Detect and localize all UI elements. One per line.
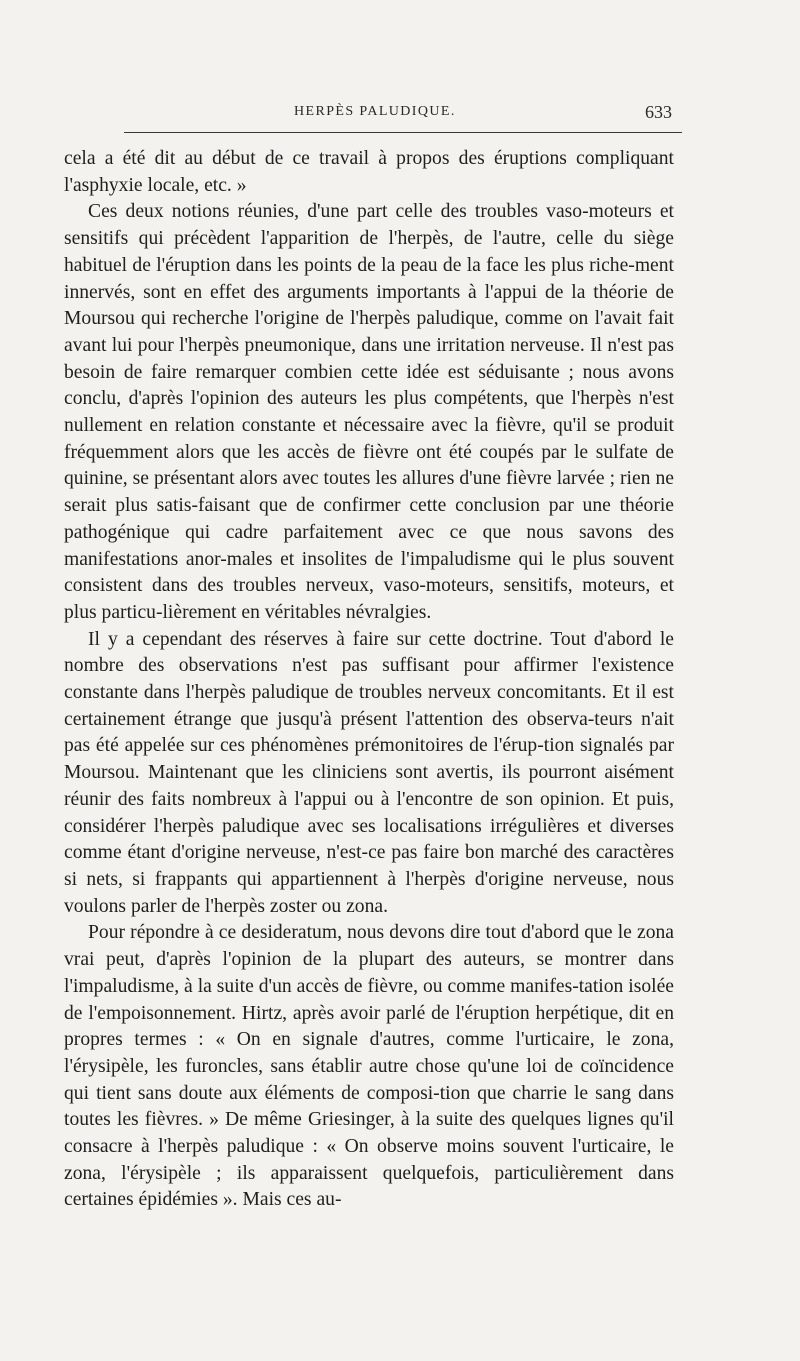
paragraph-reserves: Il y a cependant des réserves à faire sur cette doctrine. Tout d'abord le nombre des observations n'est pas suffisant pour affirmer l'existence constante dans l'herpès paludique de troubles nerveux concomitants. Et il est certainement étrange que jusqu'à présent l'attention des observa-teurs n'ait pas été appelée sur ces phénomènes prémonitoires de l'érup-tion signalés par Moursou. Maintenant que les cliniciens sont avertis, ils pourront aisément réunir des faits nombreux à l'appui ou à l'encontre de son opinion. Et puis, considérer l'herpès paludique avec ses localisations irrégulières et diverses comme étant d'origine nerveuse, n'est-ce pas faire bon marché des caractères si nets, si frappants qui appartiennent à l'herpès d'origine nerveuse, nous voulons parler de l'herpès zoster ou zona. [64,628,674,917]
body-text [64,146,674,1214]
header-rule [124,132,682,133]
paragraph-continuation: cela a été dit au début de ce travail à propos des éruptions compliquant l'asphyxie locale, etc. » [64,148,674,196]
running-title: HERPÈS PALUDIQUE. [294,104,456,119]
paragraph-theory: Ces deux notions réunies, d'une part celle des troubles vaso-moteurs et sensitifs qui précèdent l'apparition de l'herpès, de l'autre, celle du siège habituel de l'éruption dans les points de la peau de la face les plus riche-ment innervés, sont en effet des arguments importants à l'appui de la théorie de Moursou qui recherche l'origine de l'herpès paludique, comme on l'avait fait avant lui pour l'herpès pneumonique, dans une irritation nerveuse. Il n'est pas besoin de faire remarquer combien cette idée est séduisante ; nous avons conclu, d'après l'opinion des auteurs les plus compétents, que l'herpès n'est nullement en relation constante et nécessaire avec la fièvre, qu'il se produit fréquemment alors que les accès de fièvre ont été coupés par le sulfate de quinine, se présentant alors avec toutes les allures d'une fièvre larvée ; rien ne serait plus satis-faisant que de confirmer cette conclusion par une théorie pathogénique qui cadre parfaitement avec ce que nous savons des manifestations anor-males et insolites de l'impaludisme qui le plus souvent consistent dans des troubles nerveux, vaso-moteurs, sensitifs, moteurs, et plus particu-lièrement en véritables névralgies. [64,201,674,623]
paragraph-zona: Pour répondre à ce desideratum, nous devons dire tout d'abord que le zona vrai peut, d'après l'opinion de la plupart des auteurs, se montrer dans l'impaludisme, à la suite d'un accès de fièvre, ou comme manifes-tation isolée de l'empoisonnement. Hirtz, après avoir parlé de l'éruption herpétique, dit en propres termes : « On en signale d'autres, comme l'urticaire, le zona, l'érysipèle, les furoncles, sans établir autre chose qu'une loi de coïncidence qui tient sans doute aux éléments de composi-tion que charrie le sang dans toutes les fièvres. » De même Griesinger, à la suite des quelques lignes qu'il consacre à l'herpès paludique : « On observe moins souvent l'urticaire, le zona, l'érysipèle ; ils apparaissent quelquefois, particulièrement dans certaines épidémies ». Mais ces au- [64,922,674,1211]
page-number: 633 [645,102,672,122]
page-header [124,104,684,130]
